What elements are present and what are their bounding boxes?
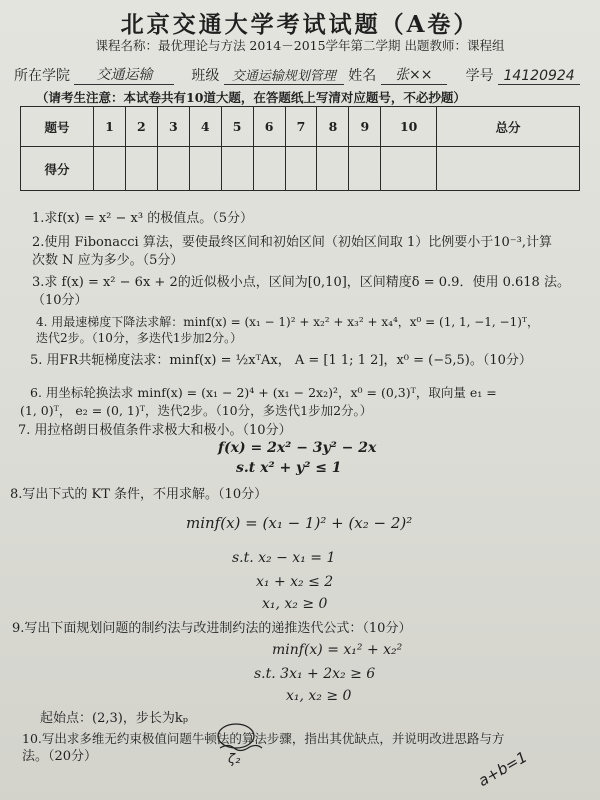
pen-circle-annotation (212, 712, 282, 752)
question-4-line-2: 迭代2步。（10分，多迭代1步加2分。） (36, 331, 243, 345)
q9-objective: minf(x) = x₁² + x₂² (272, 642, 403, 658)
question-3-line-1: 3.求 f(x) = x² − 6x + 2的近似极小点，区间为[0,10]，区间精度δ = 0.9．使用 0.618 法。 (32, 275, 570, 290)
question-7: 7. 用拉格朗日极值条件求极大和极小。（10分） (18, 423, 292, 438)
question-number-cell: 3 (157, 107, 189, 147)
question-4-line-1: 4. 用最速梯度下降法求解：minf(x) = (x₁ − 1)² + x₂² + x₃² + x₄⁴，x⁰ = (1, 1, −1, −1)ᵀ， (36, 315, 539, 329)
class-value: 交通运输规划管理 (224, 65, 344, 85)
score-cell (125, 147, 157, 191)
score-table (20, 106, 580, 191)
class-label: 班级 (191, 68, 220, 84)
total-score-cell (437, 147, 580, 191)
question-number-cell: 7 (285, 107, 317, 147)
score-cell (381, 147, 437, 191)
question-10-line-2: 法。（20分） (22, 749, 98, 764)
score-cell (189, 147, 221, 191)
q9-start-point: 起始点：(2,3)，步长为kₚ (40, 711, 188, 726)
question-2-line-1: 2.使用 Fibonacci 算法，要使最终区间和初始区间（初始区间取 1）比例要小于10⁻³,计算 (32, 235, 552, 250)
question-1: 1.求f(x) = x² − x³ 的极值点。（5分） (32, 211, 253, 226)
exam-notice: （请考生注意：本试卷共有10道大题，在答题纸上写清对应题号，不必抄题） (36, 90, 466, 105)
question-number-cell: 9 (349, 107, 381, 147)
q8-objective: minf(x) = (x₁ − 1)² + (x₂ − 2)² (186, 514, 413, 532)
q7-equation-constraint: s.t x² + y² ≤ 1 (236, 460, 342, 476)
question-6-line-2: (1, 0)ᵀ， e₂ = (0, 1)ᵀ，迭代2步。（10分，多迭代1步加2分。） (20, 403, 373, 418)
score-cell (94, 147, 126, 191)
question-number-cell: 10 (381, 107, 437, 147)
question-number-cell: 2 (125, 107, 157, 147)
question-number-cell: 4 (189, 107, 221, 147)
question-3-line-2: （10分） (32, 293, 88, 308)
question-9: 9.写出下面规划问题的制约法与改进制约法的递推迭代公式：（10分） (12, 621, 412, 636)
score-cell (253, 147, 285, 191)
id-label: 学号 (465, 68, 494, 84)
handwritten-note-bottom-right: a+b=1 (475, 747, 531, 791)
score-cell (285, 147, 317, 191)
q9-constraint-2: x₁, x₂ ≥ 0 (286, 688, 352, 704)
exam-title: 北京交通大学考试试题（A卷） (120, 11, 480, 38)
score-table-score-row (21, 147, 580, 191)
row-label-question: 题号 (21, 107, 94, 147)
id-value: 14120924 (498, 68, 580, 85)
row-label-score: 得分 (21, 147, 94, 191)
score-cell (221, 147, 253, 191)
course-line: 课程名称：最优理论与方法 2014－2015学年第二学期 出题教师：课程组 (95, 38, 505, 53)
question-number-cell: 5 (221, 107, 253, 147)
score-cell (349, 147, 381, 191)
q9-constraint-1: s.t. 3x₁ + 2x₂ ≥ 6 (254, 666, 376, 682)
question-number-cell: 6 (253, 107, 285, 147)
college-label: 所在学院 (14, 68, 70, 84)
question-6-line-1: 6. 用坐标轮换法求 minf(x) = (x₁ − 2)⁴ + (x₁ − 2x₂)²，x⁰ = (0,3)ᵀ，取向量 e₁ = (30, 385, 497, 400)
question-8: 8.写出下式的 KT 条件，不用求解。（10分） (10, 487, 268, 502)
score-cell (317, 147, 349, 191)
q8-constraint-1: s.t. x₂ − x₁ = 1 (232, 550, 336, 566)
student-info-row (14, 64, 580, 85)
question-5: 5. 用FR共轭梯度法求：minf(x) = ½xᵀAx， A = [1 1; 1 2]，x⁰ = (−5,5)。（10分） (30, 353, 532, 368)
q8-constraint-2: x₁ + x₂ ≤ 2 (256, 574, 334, 590)
total-label: 总分 (437, 107, 580, 147)
college-value: 交通运输 (74, 64, 174, 85)
question-number-cell: 8 (317, 107, 349, 147)
question-number-cell: 1 (94, 107, 126, 147)
handwritten-note-near-q10: ζ₂ (228, 752, 241, 767)
name-value: 张×× (381, 64, 447, 85)
score-cell (157, 147, 189, 191)
q7-equation-objective: f(x) = 2x² − 3y² − 2x (218, 440, 377, 456)
q8-constraint-3: x₁, x₂ ≥ 0 (262, 596, 328, 612)
question-2-line-2: 次数 N 应为多少。（5分） (32, 253, 184, 268)
score-table-number-row (21, 107, 580, 147)
question-10-line-1: 10.写出求多维无约束极值问题牛顿法的算法步骤，指出其优缺点，并说明改进思路与方 (22, 731, 505, 746)
name-label: 姓名 (348, 68, 377, 84)
